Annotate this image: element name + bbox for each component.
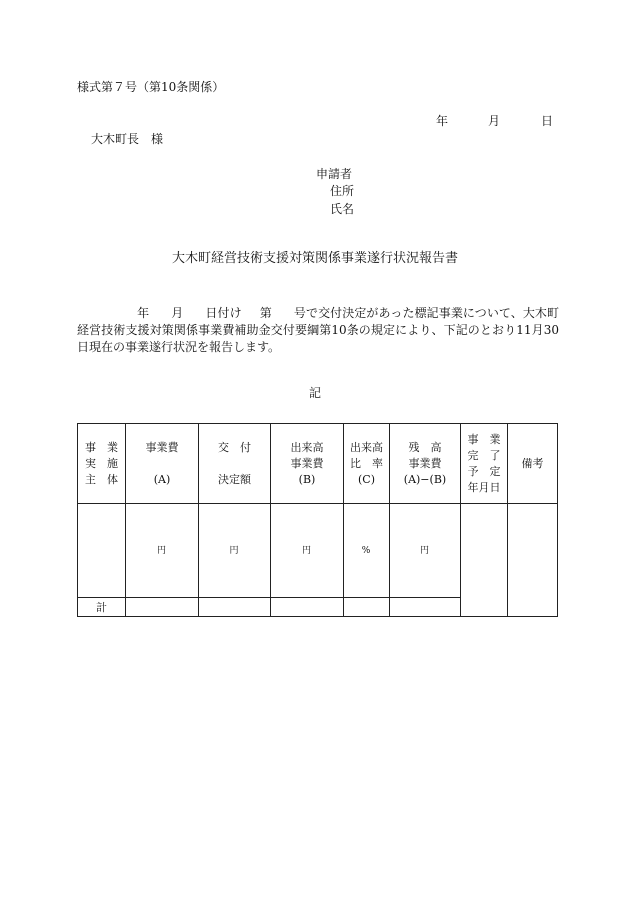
addressee: 大木町長 様 bbox=[91, 132, 164, 146]
total-grant[interactable] bbox=[199, 598, 271, 617]
header-completion: 事 業 完 了 予 定 年月日 bbox=[461, 424, 508, 504]
cell-remaining[interactable]: 円 bbox=[390, 504, 461, 598]
body-number-prefix: 第 bbox=[259, 306, 272, 320]
date-year-label: 年 bbox=[436, 114, 449, 128]
header-grant: 交 付 決定額 bbox=[199, 424, 271, 504]
header-remarks: 備考 bbox=[508, 424, 558, 504]
table-row bbox=[78, 504, 558, 598]
body-text: 号で交付決定があった標記事業について、大木町経営技術支援対策関係事業費補助金交付要綱第10条の規定により、下記のとおり11月30日現在の事業遂行状況を報告します。 bbox=[77, 306, 559, 354]
header-remaining: 残 高 事業費 (A)−(B) bbox=[390, 424, 461, 504]
total-remaining[interactable] bbox=[390, 598, 461, 617]
report-table bbox=[77, 423, 558, 617]
cell-grant[interactable]: 円 bbox=[199, 504, 271, 598]
body-dated: 日付け bbox=[205, 306, 242, 320]
date-day-label: 日 bbox=[541, 114, 554, 128]
header-entity: 事 業 実 施 主 体 bbox=[78, 424, 126, 504]
header-done-cost: 出来高 事業費 (B) bbox=[271, 424, 344, 504]
total-cost[interactable] bbox=[126, 598, 199, 617]
cell-entity[interactable] bbox=[78, 504, 126, 598]
body-year: 年 bbox=[137, 306, 150, 320]
cell-remarks[interactable] bbox=[508, 504, 558, 617]
body-month: 月 bbox=[171, 306, 184, 320]
cell-done-cost[interactable]: 円 bbox=[271, 504, 344, 598]
header-cost: 事業費 (A) bbox=[126, 424, 199, 504]
ki-heading: 記 bbox=[308, 386, 321, 400]
cell-done-ratio[interactable]: % bbox=[344, 504, 390, 598]
form-number: 様式第７号（第10条関係） bbox=[77, 80, 225, 94]
name-label: 氏名 bbox=[330, 202, 355, 216]
document-title: 大木町経営技術支援対策関係事業遂行状況報告書 bbox=[171, 251, 458, 266]
applicant-label: 申請者 bbox=[316, 167, 353, 181]
total-label: 計 bbox=[78, 598, 126, 617]
cell-cost[interactable]: 円 bbox=[126, 504, 199, 598]
header-row bbox=[78, 424, 558, 504]
address-label: 住所 bbox=[330, 184, 355, 198]
header-done-ratio: 出来高 比 率 (C) bbox=[344, 424, 390, 504]
date-month-label: 月 bbox=[488, 114, 501, 128]
total-done-cost[interactable] bbox=[271, 598, 344, 617]
body-paragraph bbox=[77, 305, 559, 356]
total-done-ratio[interactable] bbox=[344, 598, 390, 617]
cell-completion[interactable] bbox=[461, 504, 508, 617]
